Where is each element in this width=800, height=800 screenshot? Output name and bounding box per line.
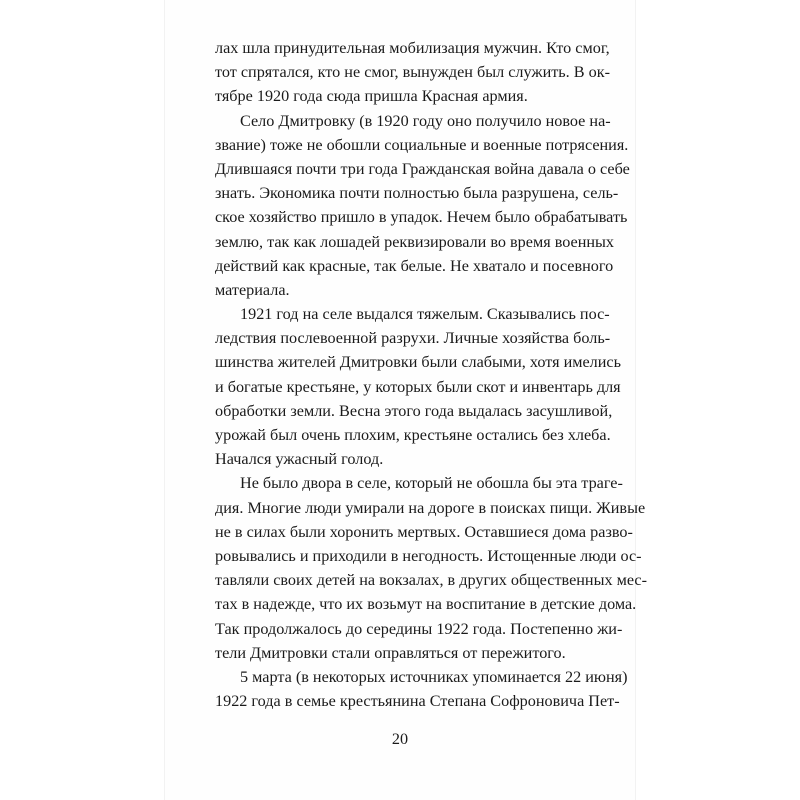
page-number: 20 [391, 730, 409, 748]
text-line: Село Дмитровку (в 1920 году оно получило новое на- [240, 111, 611, 130]
text-line: ледствия послевоенной разрухи. Личные хозяйства боль- [215, 329, 611, 348]
text-line: ское хозяйство пришло в упадок. Нечем было обрабатывать [215, 208, 628, 227]
text-line: тах в надежде, что их возьмут на воспитание в детские дома. [215, 595, 637, 614]
text-line: урожай был очень плохим, крестьяне остались без хлеба. [215, 426, 611, 444]
body-text [215, 36, 648, 713]
text-line: звание) тоже не обошли социальные и военные потрясения. [215, 135, 629, 154]
text-line: тябре 1920 года сюда пришла Красная армия. [215, 87, 528, 106]
text-line: 5 марта (в некоторых источниках упоминается 22 июня) [240, 667, 628, 686]
text-line: 1922 года в семье крестьянина Степана Софроновича Пет- [215, 692, 620, 711]
text-line: ровывались и приходили в негодность. Истощенные люди ос- [215, 546, 642, 565]
text-line: Не было двора в селе, который не обошла бы эта траге- [240, 474, 623, 493]
text-line: и богатые крестьяне, у которых были скот и инвентарь для [215, 377, 621, 396]
text-line: шинства жителей Дмитровки были слабыми, хотя имелись [215, 353, 621, 372]
text-line: тот спрятался, кто не смог, вынужден был служить. В ок- [215, 63, 610, 82]
text-line: материала. [215, 280, 290, 299]
text-line: Длившаяся почти три года Гражданская война давала о себе [215, 159, 630, 178]
text-line: дия. Многие люди умирали на дороге в поисках пищи. Живые [215, 498, 646, 517]
book-page [165, 0, 648, 800]
text-line: землю, так как лошадей реквизировали во время военных [215, 232, 614, 251]
text-line: знать. Экономика почти полностью была разрушена, сель- [215, 184, 619, 203]
text-line: не в силах были хоронить мертвых. Оставшиеся дома разво- [215, 522, 633, 541]
text-line: тели Дмитровки стали оправляться от пережитого. [215, 643, 566, 662]
text-line: Начался ужасный голод. [215, 450, 384, 469]
text-line: тавляли своих детей на вокзалах, в других общественных мес- [215, 571, 648, 590]
text-line: лах шла принудительная мобилизация мужчин. Кто смог, [215, 39, 610, 57]
text-line: Так продолжалось до середины 1922 года. Постепенно жи- [215, 619, 623, 638]
text-line: 1921 год на селе выдался тяжелым. Сказывались пос- [240, 305, 610, 324]
text-line: действий как красные, так белые. Не хватало и посевного [215, 256, 614, 275]
text-line: обработки земли. Весна этого года выдалась засушливой, [215, 401, 613, 420]
